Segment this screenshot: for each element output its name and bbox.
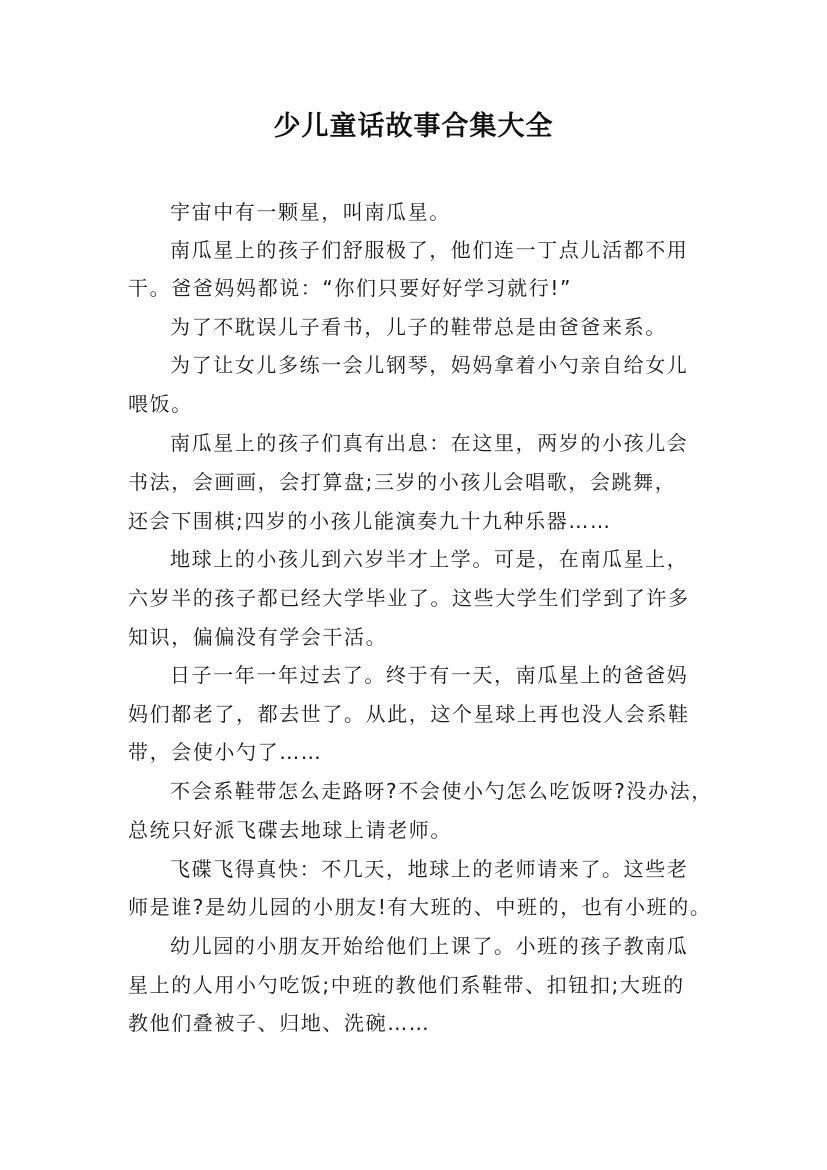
document-title: 少儿童话故事合集大全 <box>273 111 554 142</box>
paragraph-line: 地球上的小孩儿到六岁半才上学。可是，在南瓜星上， <box>170 547 689 571</box>
paragraph-line: 幼儿园的小朋友开始给他们上课了。小班的孩子教南瓜 <box>170 934 689 958</box>
paragraph-line: 带，会使小勺了…… <box>128 740 323 764</box>
paragraph-line: 知识，偏偏没有学会干活。 <box>128 625 388 649</box>
paragraph-line: 为了让女儿多练一会儿钢琴，妈妈拿着小勺亲自给女儿 <box>170 353 689 377</box>
paragraph-line: 师是谁?是幼儿园的小朋友!有大班的、中班的，也有小班的。 <box>128 895 712 919</box>
paragraph-line: 日子一年一年过去了。终于有一天，南瓜星上的爸爸妈 <box>170 663 689 687</box>
paragraph-line: 南瓜星上的孩子们真有出息：在这里，两岁的小孩儿会 <box>170 431 689 455</box>
paragraph-line: 六岁半的孩子都已经大学毕业了。这些大学生们学到了许多 <box>128 586 690 610</box>
paragraph-line: 喂饭。 <box>128 392 193 416</box>
paragraph-line: 为了不耽误儿子看书，儿子的鞋带总是由爸爸来系。 <box>170 315 667 339</box>
paragraph-line: 书法，会画画，会打算盘;三岁的小孩儿会唱歌，会跳舞， <box>128 470 677 494</box>
paragraph-line: 总统只好派飞碟去地球上请老师。 <box>128 818 452 842</box>
paragraph-line: 飞碟飞得真快：不几天，地球上的老师请来了。这些老 <box>170 857 689 881</box>
paragraph-line: 宇宙中有一颗星，叫南瓜星。 <box>170 200 451 224</box>
paragraph-line: 妈们都老了，都去世了。从此，这个星球上再也没人会系鞋 <box>128 702 690 726</box>
paragraph-line: 不会系鞋带怎么走路呀?不会使小勺怎么吃饭呀?没办法， <box>170 779 713 803</box>
paragraph-line: 教他们叠被子、归地、洗碗…… <box>128 1011 431 1035</box>
paragraph-line: 干。爸爸妈妈都说：“你们只要好好学习就行!” <box>128 276 572 300</box>
paragraph-line: 还会下围棋;四岁的小孩儿能演奏九十九种乐器…… <box>128 509 612 533</box>
paragraph-line: 南瓜星上的孩子们舒服极了，他们连一丁点儿活都不用 <box>170 238 689 262</box>
paragraph-line: 星上的人用小勺吃饭;中班的教他们系鞋带、扣钮扣;大班的 <box>128 973 685 997</box>
